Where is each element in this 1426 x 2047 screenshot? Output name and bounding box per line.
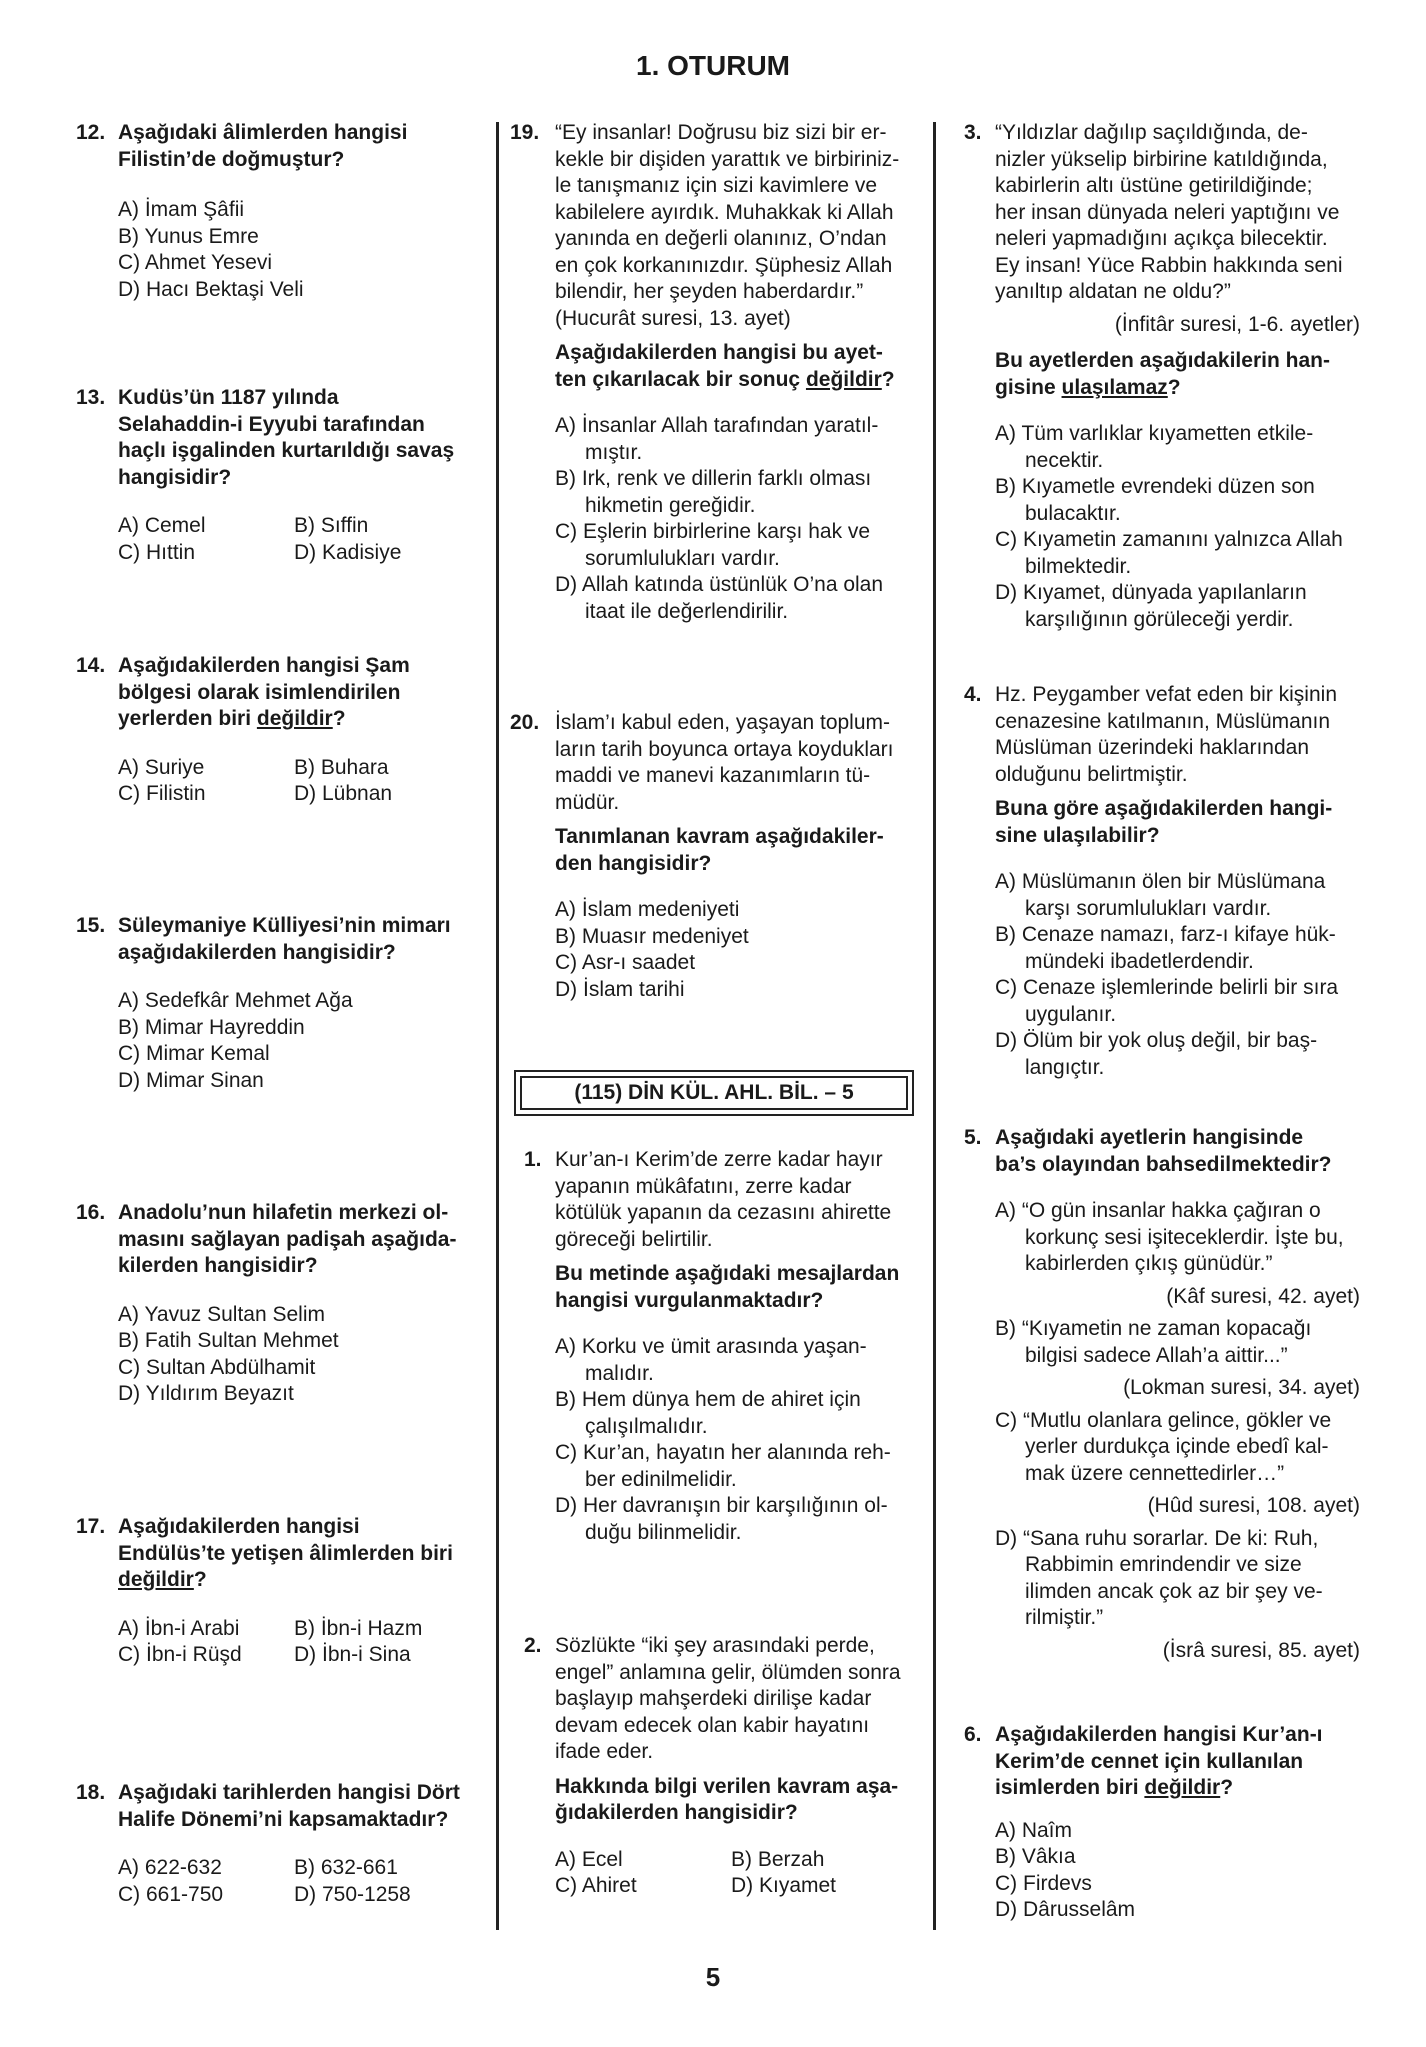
option-d[interactable]: D) Hacı Bektaşi Veli (118, 277, 304, 301)
question-stem-line: ba’s olayından bahsedilmektedir? (995, 1152, 1332, 1176)
option-c[interactable]: C) İbn-i Rüşd (118, 1643, 242, 1666)
passage-line: maddi ve manevi kazanımların tü- (555, 764, 871, 787)
passage-line: neleri yapmadığını açıkça bilecektir. (995, 227, 1328, 250)
option-text: B) Irk, renk ve dillerin farklı olması (555, 467, 872, 490)
option-text: bilmektedir. (1025, 554, 1132, 578)
question-stem-line: Aşağıdaki âlimlerden hangisi (118, 121, 408, 144)
question-stem-line: den hangisidir? (555, 851, 712, 875)
option-b[interactable] (995, 474, 1360, 527)
option-text: A) Müslümanın ölen bir Müslümana (995, 870, 1326, 893)
negation-word: ulaşılamaz (1061, 375, 1168, 399)
question-mark: ? (193, 1568, 207, 1591)
question-15 (76, 913, 486, 1094)
option-a[interactable]: A) İmam Şâfii (118, 198, 245, 221)
column-divider-right (933, 122, 936, 1930)
option-c[interactable] (555, 519, 925, 572)
option-d[interactable]: D) Mimar Sinan (118, 1068, 264, 1092)
question-number: 18. (76, 1781, 106, 1804)
question-number: 6. (964, 1723, 982, 1746)
passage-line: olduğunu belirtmiştir. (995, 762, 1188, 786)
question-stem-line: Bu metinde aşağıdaki mesajlardan (555, 1262, 900, 1285)
option-source: (İsrâ suresi, 85. ayet) (1162, 1638, 1360, 1662)
question-stem-line: Kerim’de cennet için kullanılan (995, 1749, 1304, 1773)
option-b[interactable]: B) İbn-i Hazm (294, 1616, 423, 1640)
option-text: D) Ölüm bir yok oluş değil, bir baş- (995, 1029, 1318, 1052)
option-text: uygulanır. (1025, 1002, 1117, 1026)
option-c[interactable]: C) Firdevs (995, 1871, 1092, 1895)
option-text: çalışılmalıdır. (585, 1414, 708, 1438)
question-number: 19. (510, 121, 540, 144)
question-number: 16. (76, 1201, 106, 1224)
option-d[interactable]: D) Dârusselâm (995, 1898, 1136, 1921)
negation-word: değildir (1144, 1776, 1221, 1799)
question-number: 14. (76, 654, 106, 677)
passage-line: Hz. Peygamber vefat eden bir kişinin (995, 683, 1337, 706)
option-text: rilmiştir.” (1025, 1606, 1104, 1629)
passage-line: en çok korkanınızdır. Şüphesiz Allah (555, 253, 893, 277)
option-d[interactable] (995, 1028, 1360, 1081)
option-b[interactable] (555, 466, 925, 519)
passage-source: (İnfitâr suresi, 1-6. ayetler) (1114, 312, 1360, 336)
passage-line: İslam’ı kabul eden, yaşayan toplum- (555, 711, 891, 734)
option-d[interactable]: D) İbn-i Sina (294, 1643, 411, 1666)
option-b[interactable] (995, 1316, 1360, 1402)
option-d[interactable]: D) Yıldırım Beyazıt (118, 1382, 294, 1405)
page-number: 5 (705, 1962, 721, 1992)
question-stem-line: kilerden hangisidir? (118, 1254, 318, 1277)
option-a[interactable] (995, 1198, 1360, 1310)
option-text: korkunç sesi işiteceklerdir. İşte bu, (1025, 1225, 1344, 1249)
question-d5 (950, 1125, 1360, 1664)
option-c[interactable]: C) Asr-ı saadet (555, 951, 696, 974)
option-d[interactable] (555, 1493, 925, 1546)
option-source: (Kâf suresi, 42. ayet) (1166, 1284, 1360, 1308)
option-text: karşı sorumlulukları vardır. (1025, 896, 1272, 920)
question-mark: ? (1220, 1776, 1234, 1799)
question-stem-line: Filistin’de doğmuştur? (118, 147, 345, 171)
option-text: C) “Mutlu olanlara gelince, gökler ve (995, 1408, 1332, 1432)
option-text: langıçtır. (1025, 1055, 1105, 1079)
option-c[interactable]: C) Ahmet Yesevi (118, 251, 273, 274)
question-stem-line: ten çıkarılacak bir sonuç (555, 367, 806, 391)
question-d6 (950, 1722, 1360, 1924)
option-text: mıştır. (585, 440, 643, 464)
passage-line: kabirlerin altı üstüne getirildiğinde; (995, 174, 1313, 197)
option-a[interactable] (995, 869, 1360, 922)
passage-line: ifade eder. (555, 1740, 654, 1763)
question-number: 12. (76, 121, 106, 144)
question-19 (510, 120, 925, 625)
question-stem-line: ğıdakilerden hangisidir? (555, 1801, 798, 1824)
question-12 (76, 120, 486, 303)
question-stem-line: gisine (995, 375, 1062, 399)
option-a[interactable]: A) 622-632 (118, 1856, 222, 1879)
passage-line: engel” anlamına gelir, ölümden sonra (555, 1660, 901, 1684)
passage-line: Ey insan! Yüce Rabbin hakkında seni (995, 253, 1343, 277)
option-text: mündeki ibadetlerdendir. (1025, 949, 1254, 973)
question-mark: ? (881, 367, 895, 391)
question-stem-line: Selahaddin-i Eyyubi tarafından (118, 412, 425, 436)
option-source: (Lokman suresi, 34. ayet) (1123, 1376, 1360, 1399)
question-stem-line: Aşağıdaki tarihlerden hangisi Dört (118, 1781, 460, 1804)
option-b[interactable]: B) Sıffin (294, 514, 369, 537)
question-stem-line: masını sağlayan padişah aşağıda- (118, 1227, 457, 1251)
option-d[interactable]: D) Lübnan (294, 782, 393, 805)
option-b[interactable] (555, 1387, 925, 1440)
question-stem-line: Aşağıdakilerden hangisi (118, 1515, 360, 1538)
passage-line: le tanışmanız için sizi kavimlere ve (555, 174, 878, 197)
option-b[interactable]: B) Berzah (731, 1847, 825, 1871)
option-source: (Hûd suresi, 108. ayet) (1147, 1494, 1360, 1517)
question-16 (76, 1200, 486, 1408)
question-number: 2. (524, 1634, 542, 1657)
option-a[interactable] (555, 413, 925, 466)
passage-source: (Hucurât suresi, 13. ayet) (555, 306, 791, 330)
passage-line: kabilelere ayırdık. Muhakkak ki Allah (555, 200, 894, 224)
option-c[interactable]: C) Hıttin (118, 540, 196, 564)
passage-line: yapanın mükâfatını, zerre kadar (555, 1174, 852, 1198)
question-stem-line: Bu ayetlerden aşağıdakilerin han- (995, 349, 1330, 372)
passage-line: bilendir, her şeyden haberdardır.” (555, 280, 864, 303)
question-d1 (510, 1147, 925, 1546)
option-a[interactable]: A) Yavuz Sultan Selim (118, 1302, 325, 1326)
option-text: hikmetin gereğidir. (585, 493, 756, 517)
question-stem-line: Halife Dönemi’ni kapsamaktadır? (118, 1807, 449, 1831)
passage-line: devam edecek olan kabir hayatını (555, 1713, 870, 1737)
question-stem-line: aşağıdakilerden hangisidir? (118, 940, 396, 964)
option-text: duğu bilinmelidir. (585, 1520, 742, 1544)
option-b[interactable]: B) Buhara (294, 755, 389, 779)
question-stem-line: bölgesi olarak isimlendirilen (118, 680, 401, 704)
passage-line: yanında en değerli olanınız, O’ndan (555, 227, 887, 250)
passage-line: Müslüman üzerindeki haklarından (995, 736, 1310, 759)
option-a[interactable]: A) Suriye (118, 755, 205, 779)
option-text: kabirlerden çıkış günüdür.” (1025, 1252, 1273, 1275)
option-text: necektir. (1025, 448, 1104, 472)
section-header-label: (115) DİN KÜL. AHL. BİL. – 5 (520, 1076, 908, 1110)
option-d[interactable] (555, 572, 925, 625)
question-stem-line: Hakkında bilgi verilen kavram aşa- (555, 1774, 899, 1798)
option-text: C) Eşlerin birbirlerine karşı hak ve (555, 520, 871, 543)
question-stem-line: Anadolu’nun hilafetin merkezi ol- (118, 1201, 449, 1224)
option-text: malıdır. (585, 1361, 654, 1385)
option-c[interactable] (995, 527, 1360, 580)
page-title: 1. OTURUM (636, 50, 790, 81)
option-text: C) Kur’an, hayatın her alanında reh- (555, 1441, 891, 1464)
question-stem-line: Tanımlanan kavram aşağıdakiler- (555, 825, 884, 848)
option-c[interactable]: C) Sultan Abdülhamit (118, 1355, 316, 1379)
negation-word: değildir (118, 1568, 194, 1591)
passage-line: göreceği belirtilir. (555, 1227, 713, 1251)
option-b[interactable]: B) Vâkıa (995, 1845, 1076, 1868)
question-stem-line: Aşağıdakilerden hangisi bu ayet- (555, 341, 883, 364)
passage-line: yanıltıp aldatan ne oldu?” (995, 280, 1231, 303)
question-number: 1. (524, 1148, 542, 1171)
option-a[interactable]: A) Cemel (118, 514, 206, 537)
option-c[interactable]: C) Mimar Kemal (118, 1042, 270, 1065)
question-stem-line: hangisi vurgulanmaktadır? (555, 1288, 824, 1312)
question-20 (510, 710, 925, 1003)
option-text: bulacaktır. (1025, 501, 1121, 525)
option-c[interactable]: C) Ahiret (555, 1874, 637, 1897)
question-stem-line: Aşağıdakilerden hangisi Şam (118, 654, 410, 677)
negation-word: değildir (256, 707, 333, 730)
question-stem-line: isimlerden biri (995, 1776, 1145, 1799)
option-text: ilimden ancak çok az bir şey ve- (1025, 1579, 1323, 1603)
option-text: mak üzere cennettedirler…” (1025, 1461, 1285, 1485)
option-c[interactable] (995, 1408, 1360, 1520)
question-13 (76, 385, 486, 566)
option-b[interactable]: B) 632-661 (294, 1856, 398, 1879)
passage-line: Sözlükte “iki şey arasındaki perde, (555, 1634, 875, 1657)
option-text: B) Hem dünya hem de ahiret için (555, 1388, 861, 1411)
question-stem-line: Aşağıdakilerden hangisi Kur’an-ı (995, 1723, 1323, 1746)
option-text: A) Korku ve ümit arasında yaşan- (555, 1335, 867, 1358)
option-a[interactable]: A) İslam medeniyeti (555, 898, 740, 921)
option-d[interactable]: D) İslam tarihi (555, 977, 685, 1001)
option-c[interactable]: C) 661-750 (118, 1882, 224, 1906)
option-text: D) “Sana ruhu sorarlar. De ki: Ruh, (995, 1526, 1319, 1550)
question-stem-line: Süleymaniye Külliyesi’nin mimarı (118, 914, 451, 937)
option-text: Rabbimin emrindendir ve size (1025, 1553, 1302, 1576)
question-number: 17. (76, 1515, 106, 1538)
section-header-box (514, 1070, 914, 1116)
option-b[interactable]: B) Muasır medeniyet (555, 924, 749, 948)
option-text: D) Her davranışın bir karşılığının ol- (555, 1494, 888, 1517)
option-text: ber edinilmelidir. (585, 1467, 737, 1491)
option-a[interactable]: A) Sedefkâr Mehmet Ağa (118, 989, 353, 1012)
passage-line: ların tarih boyunca ortaya koydukları (555, 737, 894, 761)
passage-line: müdür. (555, 790, 620, 814)
option-d[interactable]: D) 750-1258 (294, 1882, 411, 1906)
question-stem-line: yerlerden biri (118, 707, 257, 730)
option-c[interactable] (995, 975, 1360, 1028)
option-text: C) Kıyametin zamanını yalnızca Allah (995, 528, 1343, 551)
question-stem-line: hangisidir? (118, 465, 232, 489)
question-number: 5. (964, 1126, 982, 1149)
passage-line: nizler yükselip birbirine katıldığında, (995, 147, 1328, 171)
option-text: B) Kıyametle evrendeki düzen son (995, 475, 1315, 498)
option-text: bilgisi sadece Allah’a aittir...” (1025, 1343, 1288, 1367)
passage-line: “Yıldızlar dağılıp saçıldığında, de- (995, 121, 1308, 144)
question-number: 13. (76, 386, 106, 409)
option-text: karşılığının görüleceği yerdir. (1025, 607, 1294, 631)
question-number: 4. (964, 683, 982, 706)
passage-line: kekle bir dişiden yarattık ve birbiriniz- (555, 147, 900, 171)
option-text: D) Kıyamet, dünyada yapılanların (995, 581, 1307, 604)
option-d[interactable] (995, 580, 1360, 633)
question-stem-line: Kudüs’ün 1187 yılında (118, 386, 339, 409)
question-stem-line: haçlı işgalinden kurtarıldığı savaş (118, 439, 455, 462)
question-number: 15. (76, 914, 106, 937)
question-stem-line: Buna göre aşağıdakilerden hangi- (995, 797, 1333, 820)
option-b[interactable] (995, 922, 1360, 975)
option-text: itaat ile değerlendirilir. (585, 599, 789, 623)
option-a[interactable]: A) Naîm (995, 1818, 1073, 1842)
option-b[interactable]: B) Fatih Sultan Mehmet (118, 1329, 339, 1352)
question-d3 (950, 120, 1360, 633)
question-14 (76, 653, 486, 808)
option-a[interactable]: A) Ecel (555, 1847, 623, 1871)
question-18 (76, 1780, 486, 1908)
option-text: C) Cenaze işlemlerinde belirli bir sıra (995, 976, 1339, 999)
question-stem-line: sine ulaşılabilir? (995, 823, 1160, 847)
option-c[interactable]: C) Filistin (118, 782, 206, 805)
question-17 (76, 1514, 486, 1669)
option-d[interactable]: D) Kıyamet (731, 1874, 837, 1897)
option-a[interactable]: A) İbn-i Arabi (118, 1616, 240, 1640)
option-text: B) Cenaze namazı, farz-ı kifaye hük- (995, 923, 1336, 946)
option-text: sorumlulukları vardır. (585, 546, 780, 570)
option-d[interactable] (995, 1526, 1360, 1665)
option-text: B) “Kıyametin ne zaman kopacağı (995, 1317, 1312, 1340)
passage-line: kötülük yapanın da cezasını ahirette (555, 1201, 892, 1224)
option-d[interactable]: D) Kadisiye (294, 540, 402, 564)
option-text: A) Tüm varlıklar kıyametten etkile- (995, 422, 1314, 445)
passage-line: “Ey insanlar! Doğrusu biz sizi bir er- (555, 121, 887, 144)
negation-word: değildir (805, 367, 882, 391)
question-number: 3. (964, 121, 982, 144)
question-stem-line: Endülüs’te yetişen âlimlerden biri (118, 1541, 453, 1565)
passage-line: Kur’an-ı Kerim’de zerre kadar hayır (555, 1148, 883, 1171)
option-text: D) Allah katında üstünlük O’na olan (555, 573, 884, 596)
question-number: 20. (510, 711, 540, 734)
question-d2 (510, 1633, 925, 1900)
option-text: A) “O gün insanlar hakka çağıran o (995, 1199, 1321, 1222)
option-text: A) İnsanlar Allah tarafından yaratıl- (555, 414, 879, 437)
question-mark: ? (332, 707, 346, 730)
question-mark: ? (1167, 375, 1181, 399)
option-text: yerler durdukça içinde ebedî kal- (1025, 1435, 1329, 1458)
option-b[interactable]: B) Mimar Hayreddin (118, 1015, 305, 1039)
passage-line: başlayıp mahşerdeki dirilişe kadar (555, 1687, 872, 1710)
option-a[interactable] (995, 421, 1360, 474)
question-d4 (950, 682, 1360, 1081)
passage-line: her insan dünyada neleri yaptığını ve (995, 200, 1340, 224)
option-b[interactable]: B) Yunus Emre (118, 224, 259, 248)
question-stem-line: Aşağıdaki ayetlerin hangisinde (995, 1126, 1304, 1149)
passage-line: cenazesine katılmanın, Müslümanın (995, 709, 1331, 733)
option-c[interactable] (555, 1440, 925, 1493)
column-divider-left (496, 122, 499, 1930)
option-a[interactable] (555, 1334, 925, 1387)
